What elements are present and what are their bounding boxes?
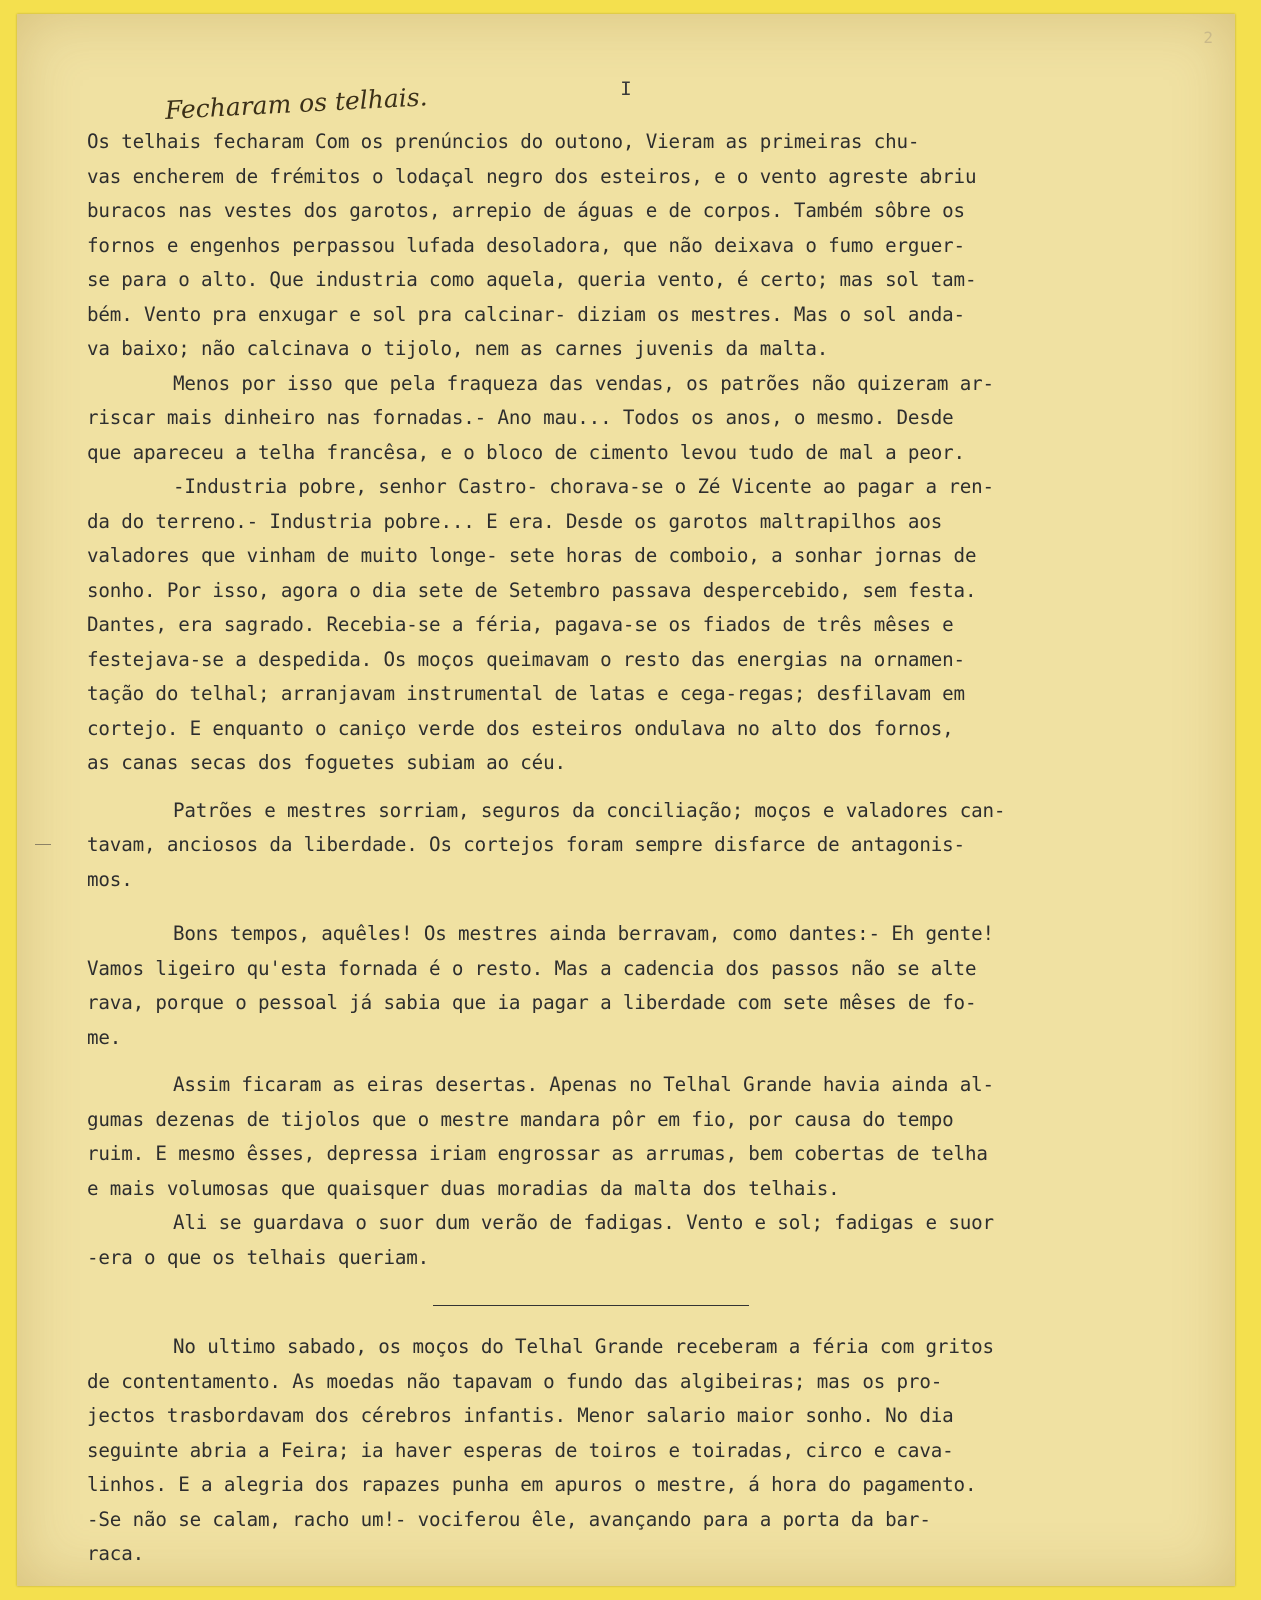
text-line: da do terreno.- Industria pobre... E era. Desde os garotos maltrapilhos aos — [87, 509, 943, 533]
text-line: ruim. E mesmo êsses, depressa iriam engrossar as arrumas, bem cobertas de telha — [87, 1142, 988, 1165]
chapter-number: I — [620, 78, 632, 100]
text-line: jectos trasbordavam dos cérebros infantis. Menor salario maior sonho. No dia — [87, 1404, 954, 1427]
text-line: gumas dezenas de tijolos que o mestre mandara pôr em fio, por causa do tempo — [87, 1107, 954, 1131]
text-line: Patrões e mestres sorriam, seguros da conciliação; moços e valadores can- — [173, 798, 1006, 822]
text-line: Ali se guardava o suor dum verão de fadigas. Vento e sol; fadigas e suor — [173, 1211, 994, 1234]
text-line: -Industria pobre, senhor Castro- chorava-se o Zé Vicente ao pagar a ren- — [173, 475, 994, 498]
handwritten-heading: Fecharam os telhais. — [164, 82, 429, 125]
text-line: bém. Vento pra enxugar e sol pra calcinar- diziam os mestres. Mas o sol anda- — [87, 302, 965, 326]
text-line: Os telhais fecharam Com os prenúncios do outono, Vieram as primeiras chu- — [87, 130, 920, 153]
text-line: Vamos ligeiro qu'esta fornada é o resto. Mas a cadencia dos passos não se alte — [87, 956, 977, 980]
paragraph-5 — [87, 1206, 1203, 1275]
text-line: sonho. Por isso, agora o dia sete de Setembro passava despercebido, sem festa. — [87, 578, 977, 602]
text-line: va baixo; não calcinava o tijolo, nem as carnes juvenis da malta. — [87, 337, 829, 360]
paragraph-1 — [87, 125, 1203, 781]
text-line: valadores que vinham de muito longe- sete horas de comboio, a sonhar jornas de — [87, 544, 977, 567]
text-line: tação do telhal; arranjavam instrumental de latas e cega-regas; desfilavam em — [87, 682, 965, 705]
text-line: me. — [87, 1025, 122, 1049]
text-line: Menos por isso que pela fraqueza das vendas, os patrões não quizeram ar- — [173, 371, 994, 395]
text-line: de contentamento. As moedas não tapavam o fundo das algibeiras; mas os pro- — [87, 1369, 943, 1393]
text-line: -Se não se calam, racho um!- vociferou êle, avançando para a porta da bar- — [87, 1507, 931, 1531]
text-line: riscar mais dinheiro nas fornadas.- Ano mau... Todos os anos, o mesmo. Desde — [87, 406, 954, 429]
typescript-body — [87, 125, 1203, 1572]
paragraph-4 — [87, 1068, 1203, 1206]
text-line: rava, porque o pessoal já sabia que ia pagar a liberdade com sete mêses de fo- — [87, 991, 977, 1014]
text-line: as canas secas dos foguetes subiam ao céu. — [87, 751, 566, 774]
document-page — [17, 14, 1235, 1586]
text-line: -era o que os telhais queriam. — [87, 1245, 430, 1269]
text-line: Dantes, era sagrado. Recebia-se a féria, pagava-se os fiados de três mêses e — [87, 613, 954, 636]
text-line: tavam, anciosos da liberdade. Os cortejos foram sempre disfarce de antagonis- — [87, 833, 965, 856]
text-line: Assim ficaram as eiras desertas. Apenas no Telhal Grande havia ainda al- — [173, 1073, 994, 1096]
text-line: que apareceu a telha francêsa, e o bloco de cimento levou tudo de mal a peor. — [87, 440, 965, 464]
text-line: festejava-se a despedida. Os moços queimavam o resto das energias na ornamen- — [87, 647, 965, 671]
paragraph-6 — [87, 1330, 1203, 1572]
margin-tick — [35, 844, 51, 845]
text-line: raca. — [87, 1542, 145, 1565]
text-line: buracos nas vestes dos garotos, arrepio de águas e de corpos. Também sôbre os — [87, 199, 965, 222]
text-line: fornos e engenhos perpassou lufada desoladora, que não deixava o fumo erguer- — [87, 233, 965, 257]
section-divider — [87, 1275, 1203, 1330]
text-line: Bons tempos, aquêles! Os mestres ainda berravam, como dantes:- Eh gente! — [173, 922, 994, 945]
paragraph-2 — [87, 794, 1203, 898]
paragraph-3 — [87, 917, 1203, 1055]
divider-rule — [433, 1305, 749, 1306]
text-line: mos. — [87, 867, 133, 891]
text-line: vas encherem de frémitos o lodaçal negro dos esteiros, e o vento agreste abriu — [87, 164, 977, 188]
text-line: No ultimo sabado, os moços do Telhal Grande receberam a féria com gritos — [173, 1335, 994, 1358]
text-line: linhos. E a alegria dos rapazes punha em apuros o mestre, á hora do pagamento. — [87, 1473, 977, 1496]
text-line: cortejo. E enquanto o caniço verde dos esteiros ondulava no alto dos fornos, — [87, 716, 954, 740]
corner-page-number: 2 — [1203, 28, 1213, 47]
text-line: se para o alto. Que industria como aquela, queria vento, é certo; mas sol tam- — [87, 268, 977, 291]
text-line: e mais volumosas que quaisquer duas moradias da malta dos telhais. — [87, 1176, 840, 1200]
text-line: seguinte abria a Feira; ia haver esperas de toiros e toiradas, circo e cava- — [87, 1438, 954, 1462]
